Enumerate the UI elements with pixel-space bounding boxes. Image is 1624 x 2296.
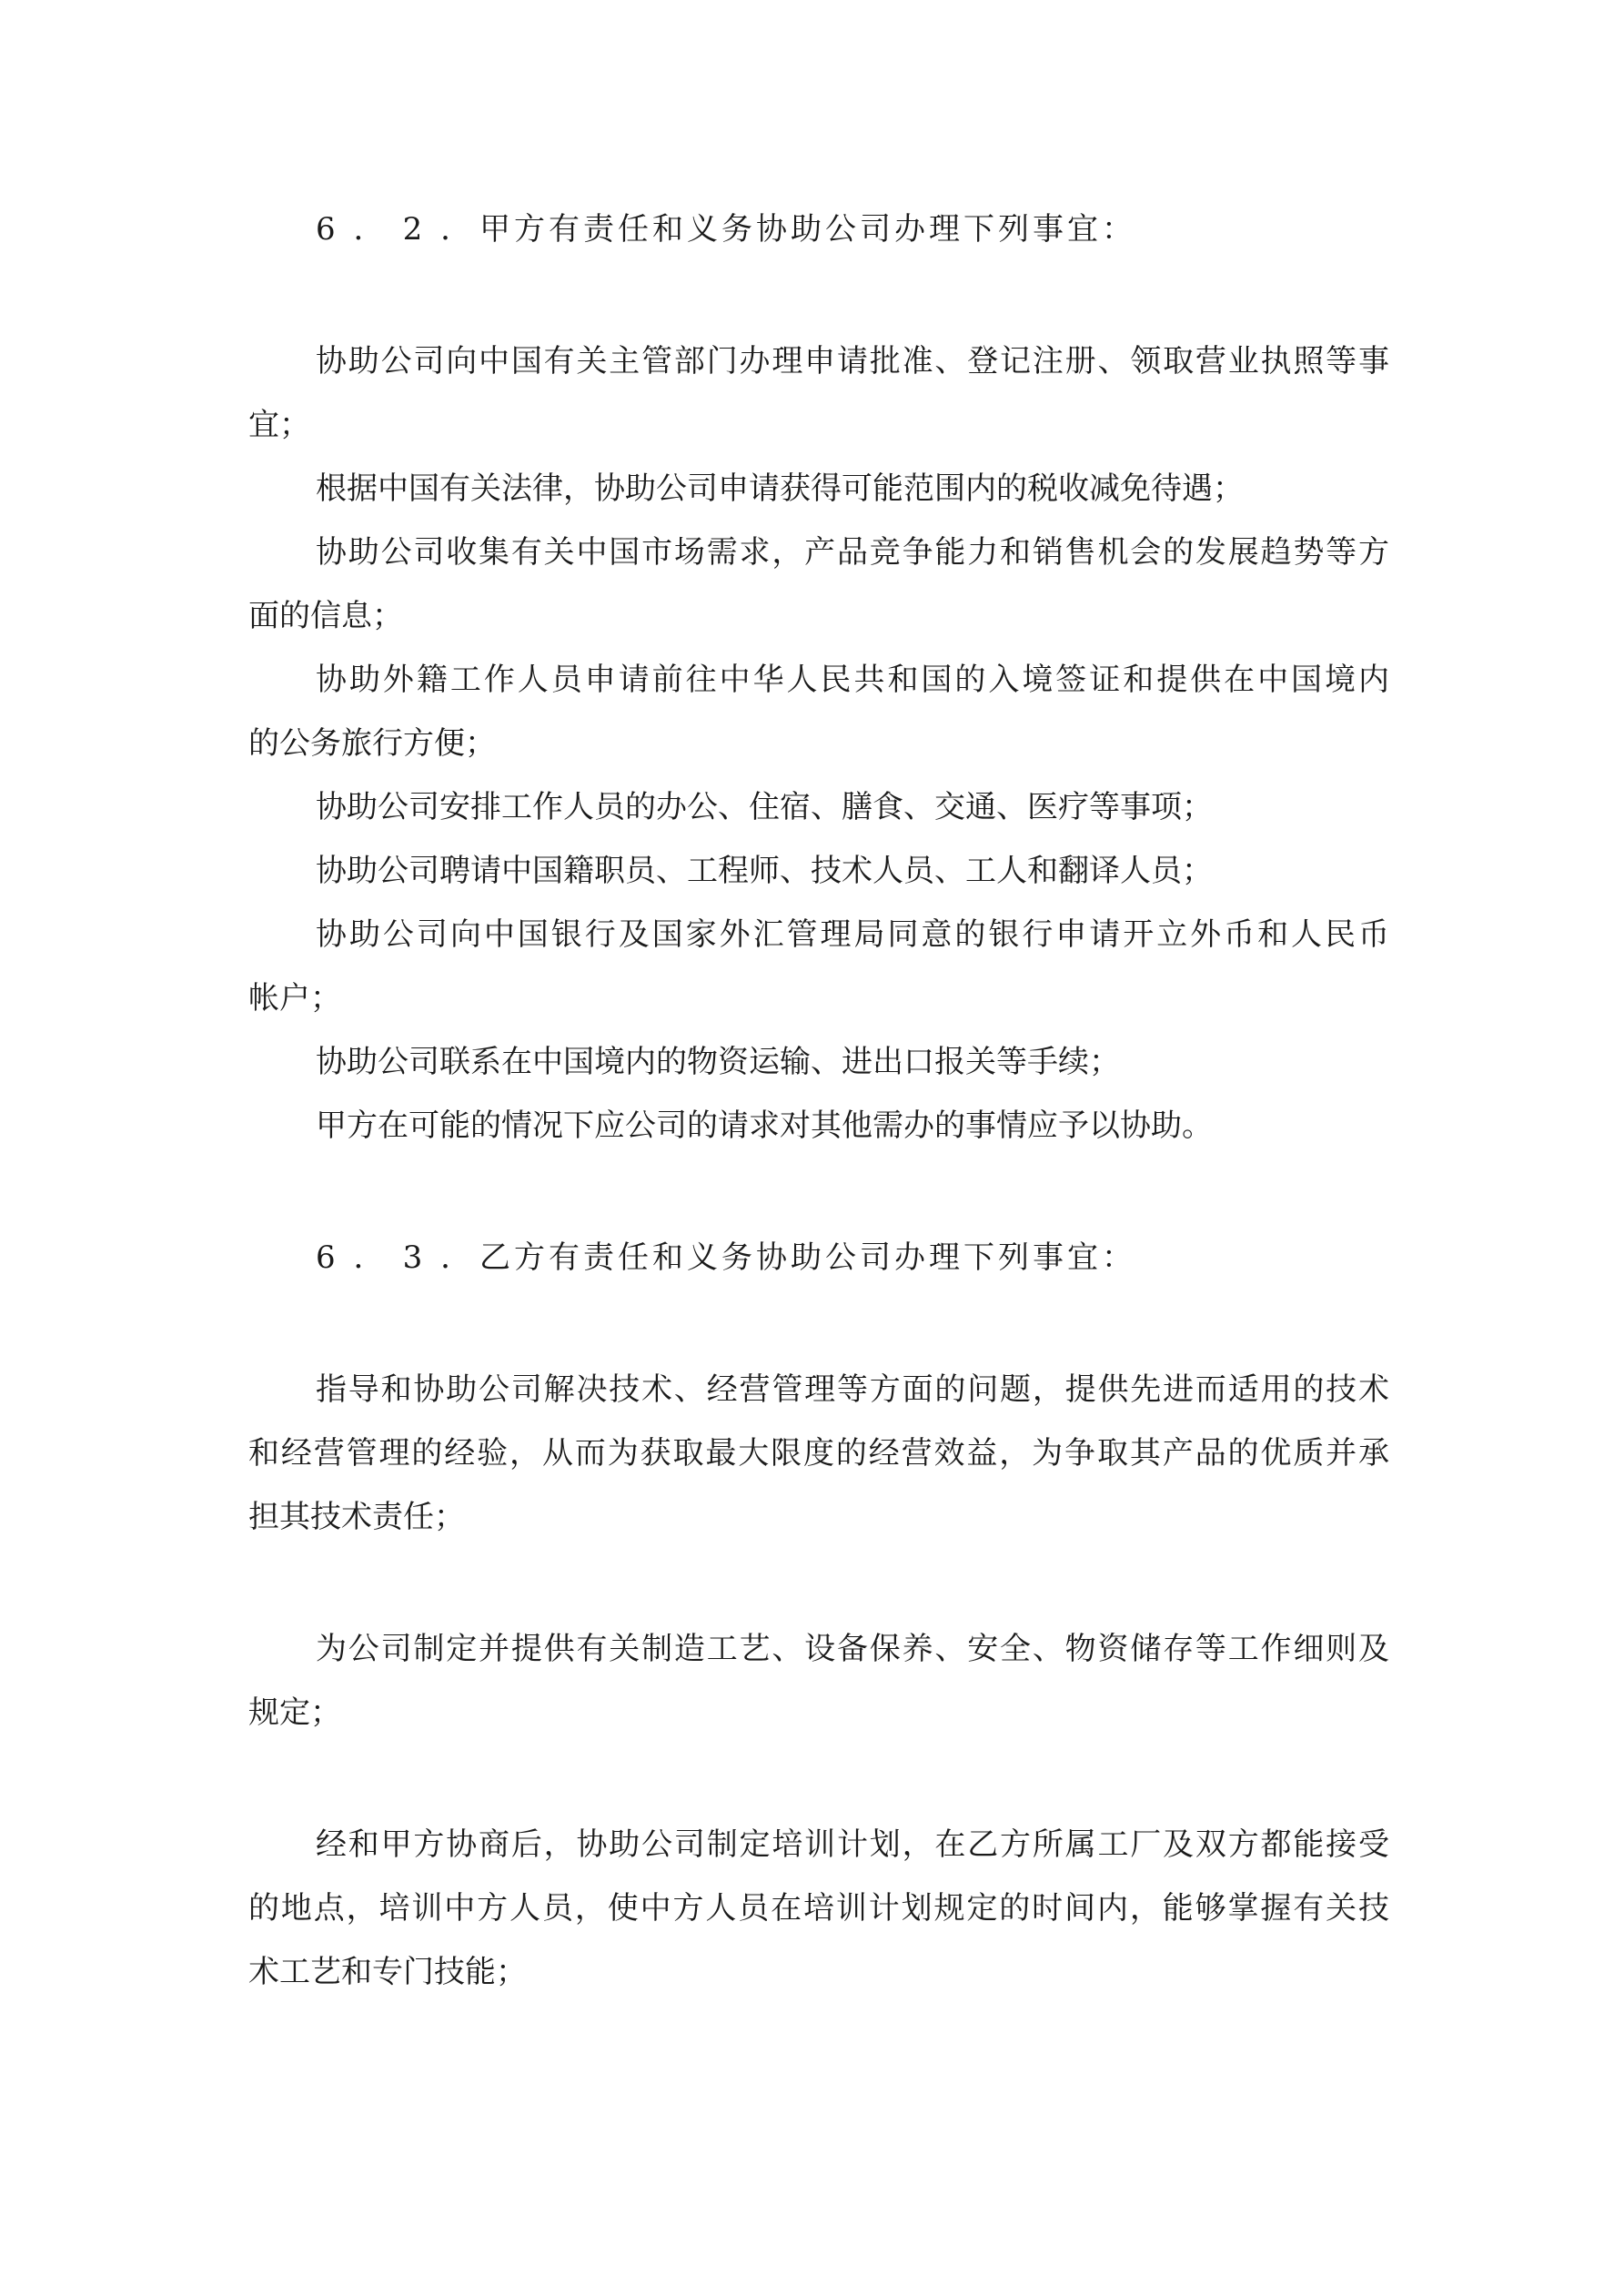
paragraph-line: 面的信息； [248, 598, 403, 634]
paragraph-line: 协助公司向中国银行及国家外汇管理局同意的银行申请开立外币和人民币 [316, 916, 1389, 953]
paragraph-line: 帐户； [248, 980, 341, 1017]
paragraph-line: 规定； [248, 1694, 341, 1731]
paragraph-line: 协助公司联系在中国境内的物资运输、进出口报关等手续； [316, 1044, 1120, 1080]
paragraph-line: 术工艺和专门技能； [248, 1954, 527, 1990]
paragraph-line: 甲方在可能的情况下应公司的请求对其他需办的事情应予以协助。 [316, 1108, 1213, 1144]
paragraph-line: 指导和协助公司解决技术、经营管理等方面的问题，提供先进而适用的技术 [316, 1371, 1389, 1408]
section-heading-6-2 [316, 211, 1136, 248]
paragraph-line: 为公司制定并提供有关制造工艺、设备保养、安全、物资储存等工作细则及 [316, 1631, 1389, 1667]
paragraph-line: 经和甲方协商后，协助公司制定培训计划，在乙方所属工厂及双方都能接受 [316, 1826, 1389, 1863]
paragraph-line: 协助公司安排工作人员的办公、住宿、膳食、交通、医疗等事项； [316, 789, 1213, 825]
paragraph-line: 协助公司收集有关中国市场需求，产品竞争能力和销售机会的发展趋势等方 [316, 534, 1389, 571]
section-heading-6-3 [316, 1239, 1136, 1276]
paragraph-line: 协助公司聘请中国籍职员、工程师、技术人员、工人和翻译人员； [316, 853, 1213, 889]
section-number: 6．2． [316, 211, 490, 248]
paragraph-line: 协助公司向中国有关主管部门办理申请批准、登记注册、领取营业执照等事 [316, 343, 1389, 379]
paragraph-line: 的地点，培训中方人员，使中方人员在培训计划规定的时间内，能够掌握有关技 [248, 1890, 1389, 1927]
paragraph-line: 的公务旅行方便； [248, 725, 496, 762]
paragraph-line: 根据中国有关法律，协助公司申请获得可能范围内的税收减免待遇； [316, 470, 1244, 507]
section-title: 乙方有责任和义务协助公司办理下列事宜： [479, 1239, 1136, 1276]
paragraph-line: 宜； [248, 407, 310, 443]
section-number: 6．3． [316, 1239, 490, 1276]
paragraph-line: 和经营管理的经验，从而为获取最大限度的经营效益，为争取其产品的优质并承 [248, 1435, 1389, 1472]
paragraph-line: 担其技术责任； [248, 1499, 465, 1535]
paragraph-line: 协助外籍工作人员申请前往中华人民共和国的入境签证和提供在中国境内 [316, 662, 1389, 698]
section-title: 甲方有责任和义务协助公司办理下列事宜： [479, 211, 1136, 248]
